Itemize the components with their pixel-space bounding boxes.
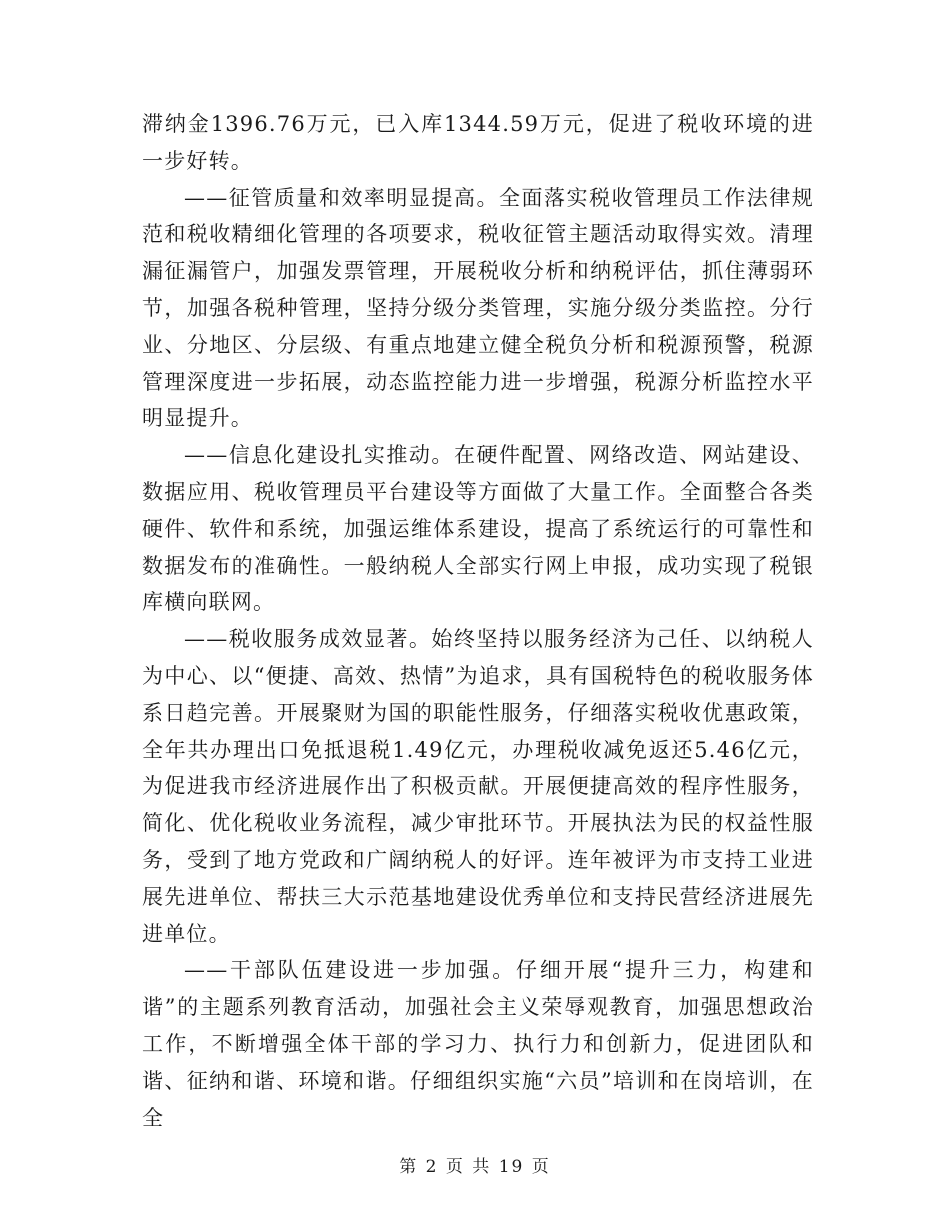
document-body xyxy=(142,106,814,1136)
paragraph-informatization: ——信息化建设扎实推动。在硬件配置、网络改造、网站建设、数据应用、税收管理员平台建设等方面做了大量工作。全面整合各类硬件、软件和系统，加强运维体系建设，提高了系统运行的可靠性和数据发布的准确性。一般纳税人全部实行网上申报，成功实现了税银库横向联网。 xyxy=(142,443,814,615)
paragraph-continuation: 滞纳金1396.76万元，已入库1344.59万元，促进了税收环境的进一步好转。 xyxy=(142,112,814,173)
page-number-footer: 第 2 页 共 19 页 xyxy=(399,1157,551,1177)
paragraph-cadre-team: ——干部队伍建设进一步加强。仔细开展“提升三力，构建和谐”的主题系列教育活动，加强社会主义荣辱观教育，加强思想政治工作，不断增强全体干部的学习力、执行力和创新力，促进团队和谐、征纳和谐、环境和谐。仔细组织实施“六员”培训和在岗培训，在全 xyxy=(142,958,814,1130)
paragraph-collection-quality: ——征管质量和效率明显提高。全面落实税收管理员工作法律规范和税收精细化管理的各项要求，税收征管主题活动取得实效。清理漏征漏管户，加强发票管理，开展税收分析和纳税评估，抓住薄弱环节，加强各税种管理，坚持分级分类管理，实施分级分类监控。分行业、分地区、分层级、有重点地建立健全税负分析和税源预警，税源管理深度进一步拓展，动态监控能力进一步增强，税源分析监控水平明显提升。 xyxy=(142,185,814,431)
paragraph-tax-service: ——税收服务成效显著。始终坚持以服务经济为己任、以纳税人为中心、以“便捷、高效、热情”为追求，具有国税特色的税收服务体系日趋完善。开展聚财为国的职能性服务，仔细落实税收优惠政策，全年共办理出口免抵退税1.49亿元，办理税收减免返还5.46亿元，为促进我市经济进展作出了积极贡献。开展便捷高效的程序性服务，简化、优化税收业务流程，减少审批环节。开展执法为民的权益性服务，受到了地方党政和广阔纳税人的好评。连年被评为市支持工业进展先进单位、帮扶三大示范基地建设优秀单位和支持民营经济进展先进单位。 xyxy=(142,627,814,946)
